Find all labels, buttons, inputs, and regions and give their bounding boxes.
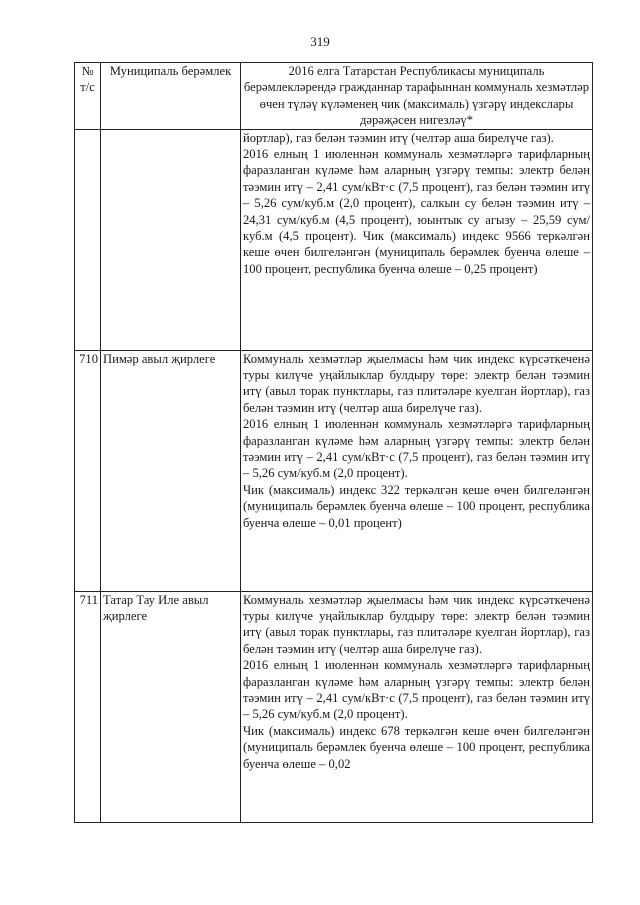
- header-description: 2016 елга Татарстан Республикасы муниципаль берәмлекләрендә гражданнар тарафыннан коммуналь хезмәтләр өчен түләү күләменең чик (максималь) үзгәрү индекслары дәрәҗәсен нигезләү*: [241, 63, 593, 130]
- municipal-index-table: [74, 62, 593, 823]
- row-paragraph: 2016 елның 1 июленнән коммуналь хезмәтләргә тарифларның фаразланган күләме һәм аларның үзгәрү темпы: электр белән тәэмин итү – 2,41 сум/кВт·с (7,5 процент), газ белән тәэмин итү – 5,26 сум/куб.м (2,0 процент), салкын су белән тәэмин итү – 24,31 сум/куб.м (4,5 процент), юынтык су агызу – 25,59 сум/куб.м (4,5 процент). Чик (максималь) индекс 9566 теркәлгән кеше өчен билгеләнгән (муниципаль берәмлек буенча өлеше – 100 процент, республика буенча өлеше – 0,25 процент): [243, 147, 590, 276]
- row-description: [241, 129, 593, 350]
- table-row: [75, 591, 593, 822]
- table-row: [75, 350, 593, 591]
- table-header-row: [75, 63, 593, 130]
- row-municipality: Татар Тау Иле авыл җирлеге: [101, 591, 241, 822]
- row-description: [241, 591, 593, 822]
- table-row: [75, 129, 593, 350]
- row-description: [241, 350, 593, 591]
- row-paragraph: 2016 елның 1 июленнән коммуналь хезмәтләргә тарифларның фаразланган күләме һәм аларның үзгәрү темпы: электр белән тәэмин итү – 2,41 сум/кВт·с (7,5 процент), газ белән тәэмин итү – 5,26 сум/куб.м (2,0 процент).: [243, 417, 590, 481]
- row-paragraph: Чик (максималь) индекс 322 теркәлгән кеше өчен билгеләнгән (муниципаль берәмлек буенча өлеше – 100 процент, республика буенча өлеше – 0,01 процент): [243, 482, 590, 530]
- row-number: [75, 129, 101, 350]
- row-municipality: [101, 129, 241, 350]
- row-number: 711: [75, 591, 101, 822]
- row-paragraph: Коммуналь хезмәтләр җыелмасы һәм чик индекс күрсәткеченә туры килүче уңайлыклар булдыру төре: электр белән тәэмин итү (авыл торак пунктлары, газ плитәләре куелган йортлар), газ белән тәэмин итү (челтәр аша бирелүче газ).: [243, 351, 590, 415]
- row-paragraph: йортлар), газ белән тәэмин итү (челтәр аша бирелүче газ).: [243, 130, 554, 145]
- header-number: № т/с: [75, 63, 101, 130]
- row-municipality: Пимәр авыл җирлеге: [101, 350, 241, 591]
- row-number: 710: [75, 350, 101, 591]
- row-paragraph: Коммуналь хезмәтләр җыелмасы һәм чик индекс күрсәткеченә туры килүче уңайлыклар булдыру төре: электр белән тәэмин итү (авыл торак пунктлары, газ плитәләре куелган йортлар), газ белән тәэмин итү (челтәр аша бирелүче газ).: [243, 592, 590, 656]
- page-number: 319: [310, 34, 330, 49]
- row-paragraph: Чик (максималь) индекс 678 теркәлгән кеше өчен билгеләнгән (муниципаль берәмлек буенча өлеше – 100 процент, республика буенча өлеше – 0,02: [243, 723, 590, 771]
- header-municipality: Муниципаль берәмлек: [101, 63, 241, 130]
- row-paragraph: 2016 елның 1 июленнән коммуналь хезмәтләргә тарифларның фаразланган күләме һәм аларның үзгәрү темпы: электр белән тәэмин итү – 2,41 сум/кВт·с (7,5 процент), газ белән тәэмин итү – 5,26 сум/куб.м (2,0 процент).: [243, 658, 590, 722]
